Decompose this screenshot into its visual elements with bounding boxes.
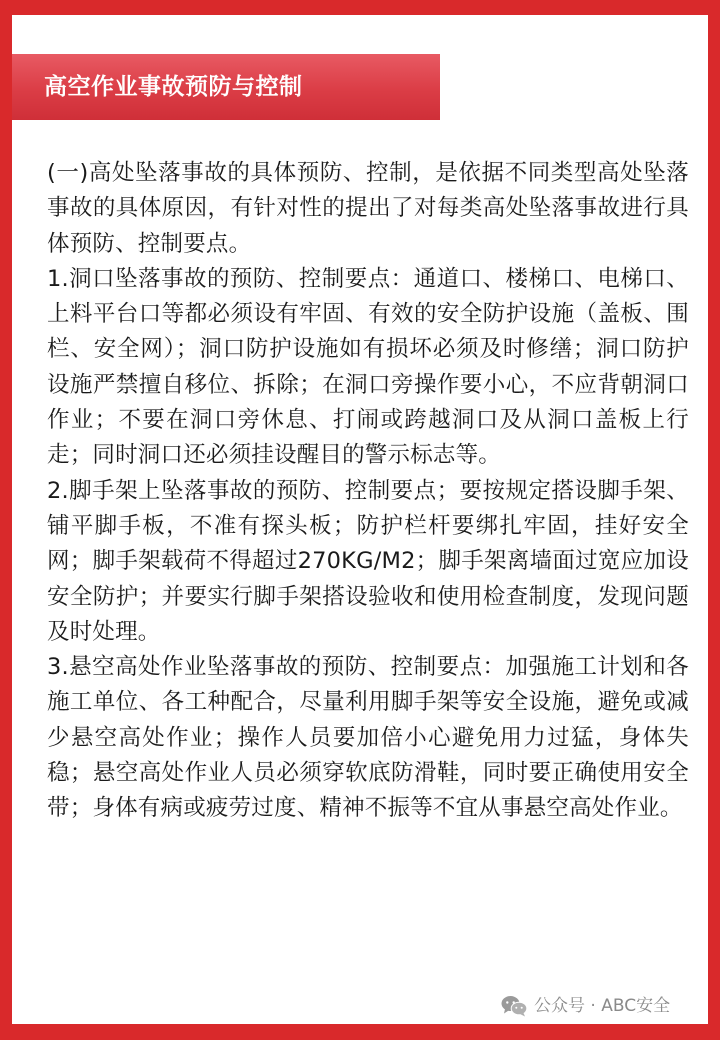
section-2-paragraph: 2.脚手架上坠落事故的预防、控制要点；要按规定搭设脚手架、铺平脚手板，不准有探头板；防护栏杆要绑扎牢固，挂好安全网；脚手架载荷不得超过270KG/M2；脚手架离墙面过宽应加设安全防护；并要实行脚手架搭设验收和使用检查制度，发现问题及时处理。 — [47, 477, 689, 645]
intro-paragraph: (一)高处坠落事故的具体预防、控制，是依据不同类型高处坠落事故的具体原因，有针对性的提出了对每类高处坠落事故进行具体预防、控制要点。 — [47, 160, 689, 257]
title-banner — [12, 54, 440, 120]
page-title: 高空作业事故预防与控制 — [44, 73, 303, 100]
watermark-text: 公众号 · ABC安全 — [534, 995, 671, 1016]
watermark — [500, 995, 670, 1017]
article-body — [47, 156, 689, 827]
section-3-paragraph: 3.悬空高处作业坠落事故的预防、控制要点：加强施工计划和各施工单位、各工种配合，尽量利用脚手架等安全设施，避免或减少悬空高处作业；操作人员要加倍小心避免用力过猛，身体失稳；悬空高处作业人员必须穿软底防滑鞋，同时要正确使用安全带；身体有病或疲劳过度、精神不振等不宜从事悬空高处作业。 — [47, 654, 689, 822]
section-1-paragraph: 1.洞口坠落事故的预防、控制要点：通道口、楼梯口、电梯口、上料平台口等都必须设有牢固、有效的安全防护设施（盖板、围栏、安全网）；洞口防护设施如有损坏必须及时修缮；洞口防护设施严禁擅自移位、拆除；在洞口旁操作要小心，不应背朝洞口作业；不要在洞口旁休息、打闹或跨越洞口及从洞口盖板上行走；同时洞口还必须挂设醒目的警示标志等。 — [47, 265, 689, 469]
wechat-icon — [500, 995, 528, 1017]
